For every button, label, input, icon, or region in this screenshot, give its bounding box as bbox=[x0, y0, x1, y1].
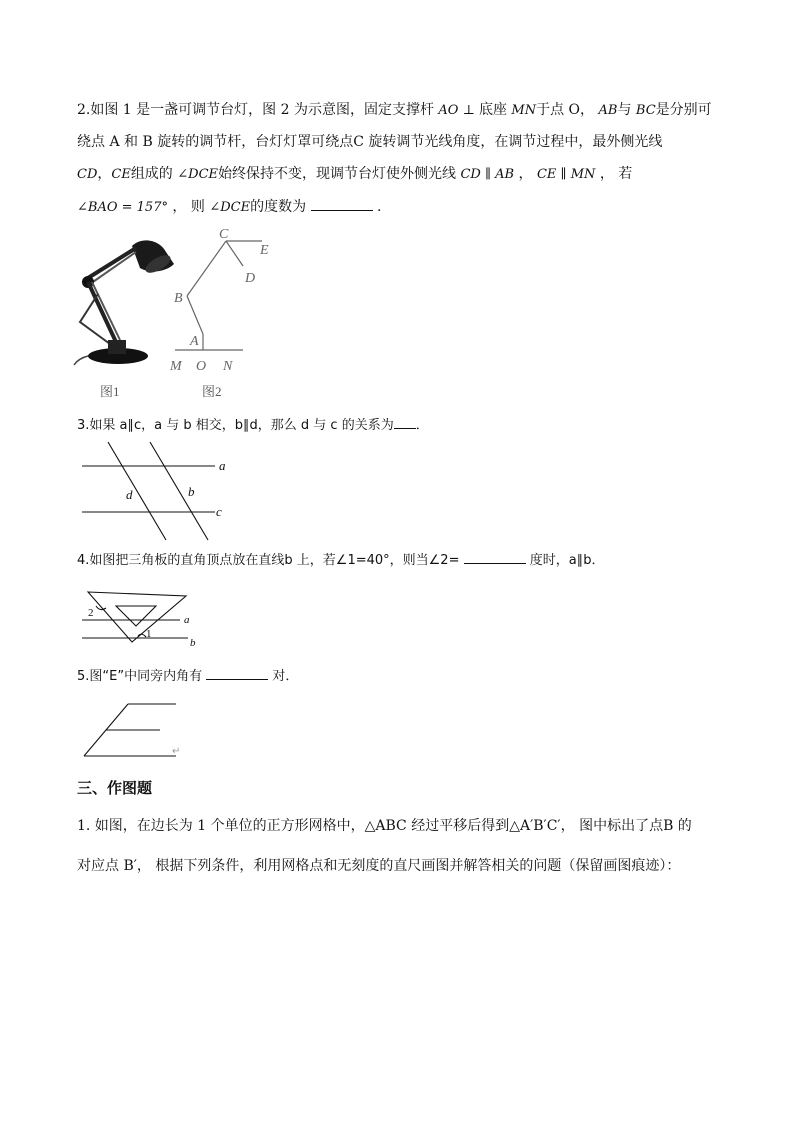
q2-text: 与 bbox=[617, 102, 636, 118]
segment-AB bbox=[187, 296, 203, 334]
lamp-arm-upper-rod bbox=[90, 252, 136, 284]
q2-text: 组成的 bbox=[130, 166, 178, 182]
q2-text: . bbox=[372, 199, 382, 215]
math-expr: AB bbox=[598, 103, 618, 118]
q4-text: 度时，a∥b． bbox=[525, 553, 605, 568]
line-b bbox=[150, 442, 208, 540]
label-A: A bbox=[190, 334, 199, 349]
q5-text-line bbox=[77, 665, 298, 687]
answer-blank[interactable] bbox=[394, 414, 416, 429]
answer-blank[interactable] bbox=[206, 665, 268, 680]
triangle-outer bbox=[88, 592, 186, 642]
label-M: M bbox=[170, 359, 182, 374]
q2-line-3 bbox=[77, 164, 632, 185]
math-expr: ∠BAO = 157° bbox=[77, 200, 168, 215]
lamp-cord bbox=[74, 356, 88, 365]
q2-text: 始终保持不变，现调节台灯使外侧光线 bbox=[218, 166, 461, 182]
lamp-arm-lower bbox=[88, 282, 116, 342]
fig1-caption: 图1 bbox=[100, 384, 120, 399]
q2-text: 的度数为 bbox=[250, 199, 311, 215]
label-O: O bbox=[196, 359, 207, 374]
segment-BC bbox=[187, 241, 226, 296]
math-expr: BC bbox=[635, 103, 656, 118]
return-mark: ↵ bbox=[172, 746, 181, 757]
math-expr: CE bbox=[111, 167, 131, 182]
q2-text: ， 若 bbox=[595, 166, 633, 182]
q2-line-2: 绕点 A 和 B 旋转的调节杆，台灯灯罩可绕点C 旋转调节光线角度，在调节过程中，最外侧光线 bbox=[77, 134, 663, 150]
label-b: b bbox=[190, 637, 196, 649]
ray-CD bbox=[226, 241, 243, 266]
answer-blank[interactable] bbox=[464, 549, 526, 564]
label-C: C bbox=[219, 227, 229, 242]
q2-line-4 bbox=[77, 196, 381, 218]
label-D: D bbox=[245, 271, 256, 286]
q2-text: 2.如图 1 是一盏可调节台灯，图 2 为示意图，固定支撑杆 bbox=[77, 102, 439, 118]
fig2-caption: 图2 bbox=[202, 384, 222, 399]
q2-line-1 bbox=[77, 100, 712, 121]
line-d bbox=[108, 442, 166, 540]
math-expr: AO ⊥ bbox=[438, 103, 479, 118]
answer-blank[interactable] bbox=[311, 196, 373, 211]
q2-text: 底座 bbox=[478, 102, 512, 118]
label-E: E bbox=[260, 243, 269, 258]
q3-text: ． bbox=[415, 418, 429, 433]
section3-p1-line-1: 1. 如图，在边长为 1 个单位的正方形网格中，△ABC 经过平移后得到△A′B′C′， 图中标出了点B 的 bbox=[77, 818, 692, 834]
desk-lamp-image bbox=[70, 232, 180, 367]
math-expr: CE ∥ MN bbox=[536, 167, 596, 182]
triangle-inner bbox=[116, 606, 156, 626]
parallel-lines-diagram bbox=[80, 440, 250, 545]
label-angle-2: 2 bbox=[88, 607, 94, 619]
q4-text: 4.如图把三角板的直角顶点放在直线b 上，若∠1=40°，则当∠2= bbox=[77, 553, 464, 568]
math-expr: ∠DCE bbox=[209, 200, 251, 215]
q2-text: ， bbox=[97, 166, 112, 182]
section3-p1-line-2: 对应点 B′， 根据下列条件，利用网格点和无刻度的直尺画图并解答相关的问题（保留画图痕迹）： bbox=[77, 858, 681, 874]
q2-text: ， bbox=[514, 166, 537, 182]
q2-text: ， 则 bbox=[167, 199, 210, 215]
label-b: b bbox=[188, 484, 195, 499]
math-expr: MN bbox=[511, 103, 537, 118]
lamp-arm-lower-rod bbox=[92, 282, 120, 340]
lamp-base-stand bbox=[108, 340, 126, 354]
section-heading: 三、作图题 bbox=[77, 779, 153, 797]
label-angle-1: 1 bbox=[146, 628, 152, 640]
q2-text: 是分别可 bbox=[655, 102, 712, 118]
math-expr: CD ∥ AB bbox=[460, 167, 515, 182]
q5-text: 对． bbox=[268, 669, 299, 684]
label-c: c bbox=[216, 504, 222, 519]
q3-text-line bbox=[77, 414, 429, 436]
label-N: N bbox=[223, 359, 233, 374]
math-expr: CD bbox=[77, 167, 98, 182]
triangle-ruler-diagram bbox=[80, 582, 210, 650]
label-a: a bbox=[184, 614, 190, 626]
label-a: a bbox=[219, 458, 226, 473]
lamp-schematic-diagram bbox=[165, 224, 285, 376]
label-d: d bbox=[126, 487, 133, 502]
q5-text: 5.图“E”中同旁内角有 bbox=[77, 669, 207, 684]
letter-e-diagram bbox=[80, 690, 190, 762]
q2-text: 于点 O， bbox=[536, 102, 599, 118]
lamp-arm-upper bbox=[88, 248, 136, 278]
math-expr: ∠DCE bbox=[177, 167, 219, 182]
q4-text-line bbox=[77, 549, 604, 571]
q3-text: 3.如果 a∥c，a 与 b 相交，b∥d，那么 d 与 c 的关系为 bbox=[77, 418, 394, 433]
label-B: B bbox=[174, 291, 183, 306]
